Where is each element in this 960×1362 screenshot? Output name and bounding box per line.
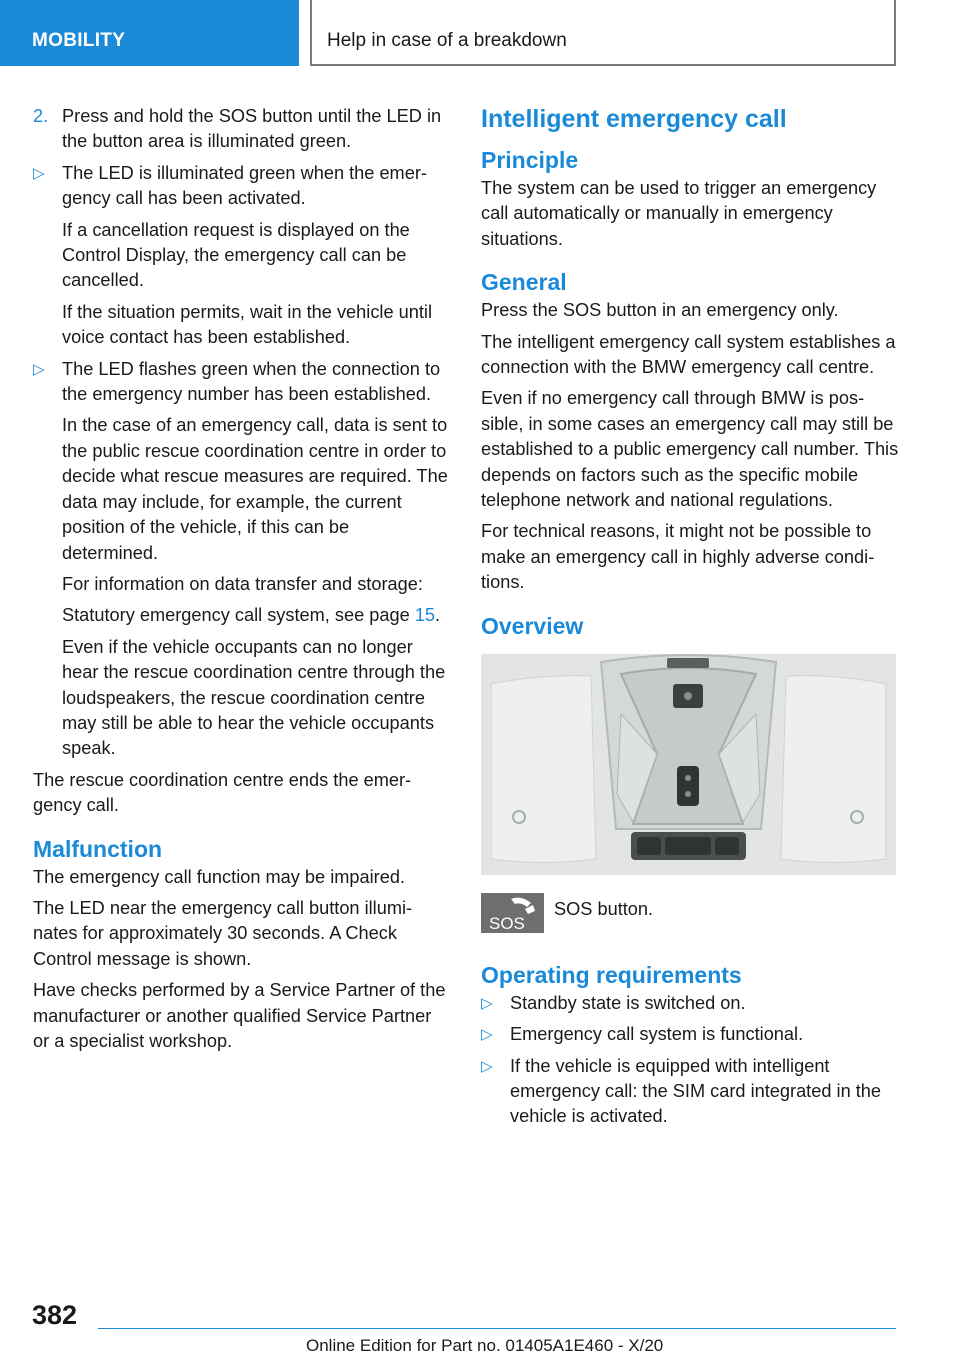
overview-heading: Overview — [481, 612, 584, 639]
triangle-right-icon: ▷ — [481, 1057, 493, 1075]
footer-divider — [98, 1328, 896, 1329]
bullet-subtext: If a cancellation request is displayed on the Control Display, the emergency call can be cancelled. — [62, 219, 410, 291]
step-number: 2. — [33, 106, 49, 126]
paragraph: Press the SOS button in an emergency only. — [481, 300, 839, 321]
requirement-item — [481, 1054, 899, 1130]
paragraph: Have checks performed by a Service Partner of the manufacturer or another qualified Service Partner or a specialist workshop. — [33, 980, 446, 1051]
cross-reference — [33, 603, 448, 628]
section-label: MOBILITY — [32, 30, 126, 51]
bullet-text: The LED is illuminated green when the emergency call has been activated. — [62, 162, 427, 209]
requirements-heading: Operating requirements — [481, 961, 742, 988]
paragraph: The rescue coordination centre ends the emergency call. — [33, 769, 412, 816]
page-header — [0, 0, 960, 66]
bullet-item — [33, 161, 448, 212]
requirement-text: Standby state is switched on. — [510, 992, 746, 1013]
chapter-box — [310, 0, 896, 66]
paragraph: For technical reasons, it might not be possible to make an emergency call in highly adverse conditions. — [481, 521, 875, 593]
sos-legend — [481, 893, 899, 945]
bullet-subtext: In the case of an emergency call, data is sent to the public rescue coordination centre in order to decide what rescue measures are required. The data may include, for example, the current position of the vehicle, if this can be determined. — [62, 415, 448, 563]
requirement-text: Emergency call system is functional. — [510, 1024, 804, 1045]
general-heading: General — [481, 269, 567, 296]
bullet-subtext: Even if the vehicle occupants can no longer hear the rescue coordination centre through the loudspeakers, the rescue coordination centre may still be able to hear the vehicle occupants speak. — [62, 636, 446, 759]
sos-phone-icon — [481, 893, 544, 933]
bullet-item — [33, 357, 448, 408]
requirement-item — [481, 1022, 899, 1047]
triangle-right-icon: ▷ — [481, 1026, 493, 1044]
sos-icon-label: SOS — [489, 913, 525, 933]
requirement-item — [481, 991, 899, 1016]
numbered-step — [33, 104, 448, 155]
bullet-subtext: For information on data transfer and storage: — [62, 573, 423, 594]
left-column — [33, 104, 448, 1060]
triangle-right-icon: ▷ — [33, 164, 45, 182]
page-link[interactable]: 15 — [414, 605, 436, 626]
requirement-text: If the vehicle is equipped with intelligent emergency call: the SIM card integrated in the vehicle is activated. — [510, 1055, 882, 1127]
malfunction-heading: Malfunction — [33, 835, 163, 862]
edition-text: Online Edition for Part no. 01405A1E460 - X/20 — [306, 1336, 664, 1355]
principle-heading: Principle — [481, 147, 579, 173]
right-column — [481, 104, 899, 1136]
main-heading: Intelligent emergency call — [481, 105, 787, 133]
section-tab — [0, 0, 299, 66]
paragraph: The LED near the emergency call button illuminates for approximately 30 seconds. A Check Control message is shown. — [33, 897, 413, 969]
paragraph: The system can be used to trigger an emergency call automatically or manually in emergency situations. — [481, 178, 877, 249]
paragraph: The intelligent emergency call system establishes a connection with the BMW emergency call centre. — [481, 331, 896, 378]
chapter-title: Help in case of a breakdown — [327, 30, 567, 51]
sos-legend-text: SOS button. — [554, 898, 654, 919]
reference-end: . — [435, 605, 441, 626]
paragraph: Even if no emergency call through BMW is possible, in some cases an emergency call may still be established to a public emergency call number. This depends on factors such as the specific mobile telephone network and national regulations. — [481, 388, 899, 511]
bullet-text: The LED flashes green when the connection to the emergency number has been established. — [62, 358, 441, 405]
triangle-right-icon: ▷ — [33, 360, 45, 378]
paragraph: The emergency call function may be impaired. — [33, 866, 406, 887]
reference-text: Statutory emergency call system, see page — [62, 605, 415, 626]
step-text: Press and hold the SOS button until the LED in the button area is illuminated green. — [62, 106, 442, 152]
bullet-subtext: If the situation permits, wait in the vehicle until voice contact has been established. — [62, 301, 432, 348]
roof-console-image — [481, 654, 896, 875]
page-number: 382 — [32, 1300, 78, 1330]
triangle-right-icon: ▷ — [481, 994, 493, 1012]
